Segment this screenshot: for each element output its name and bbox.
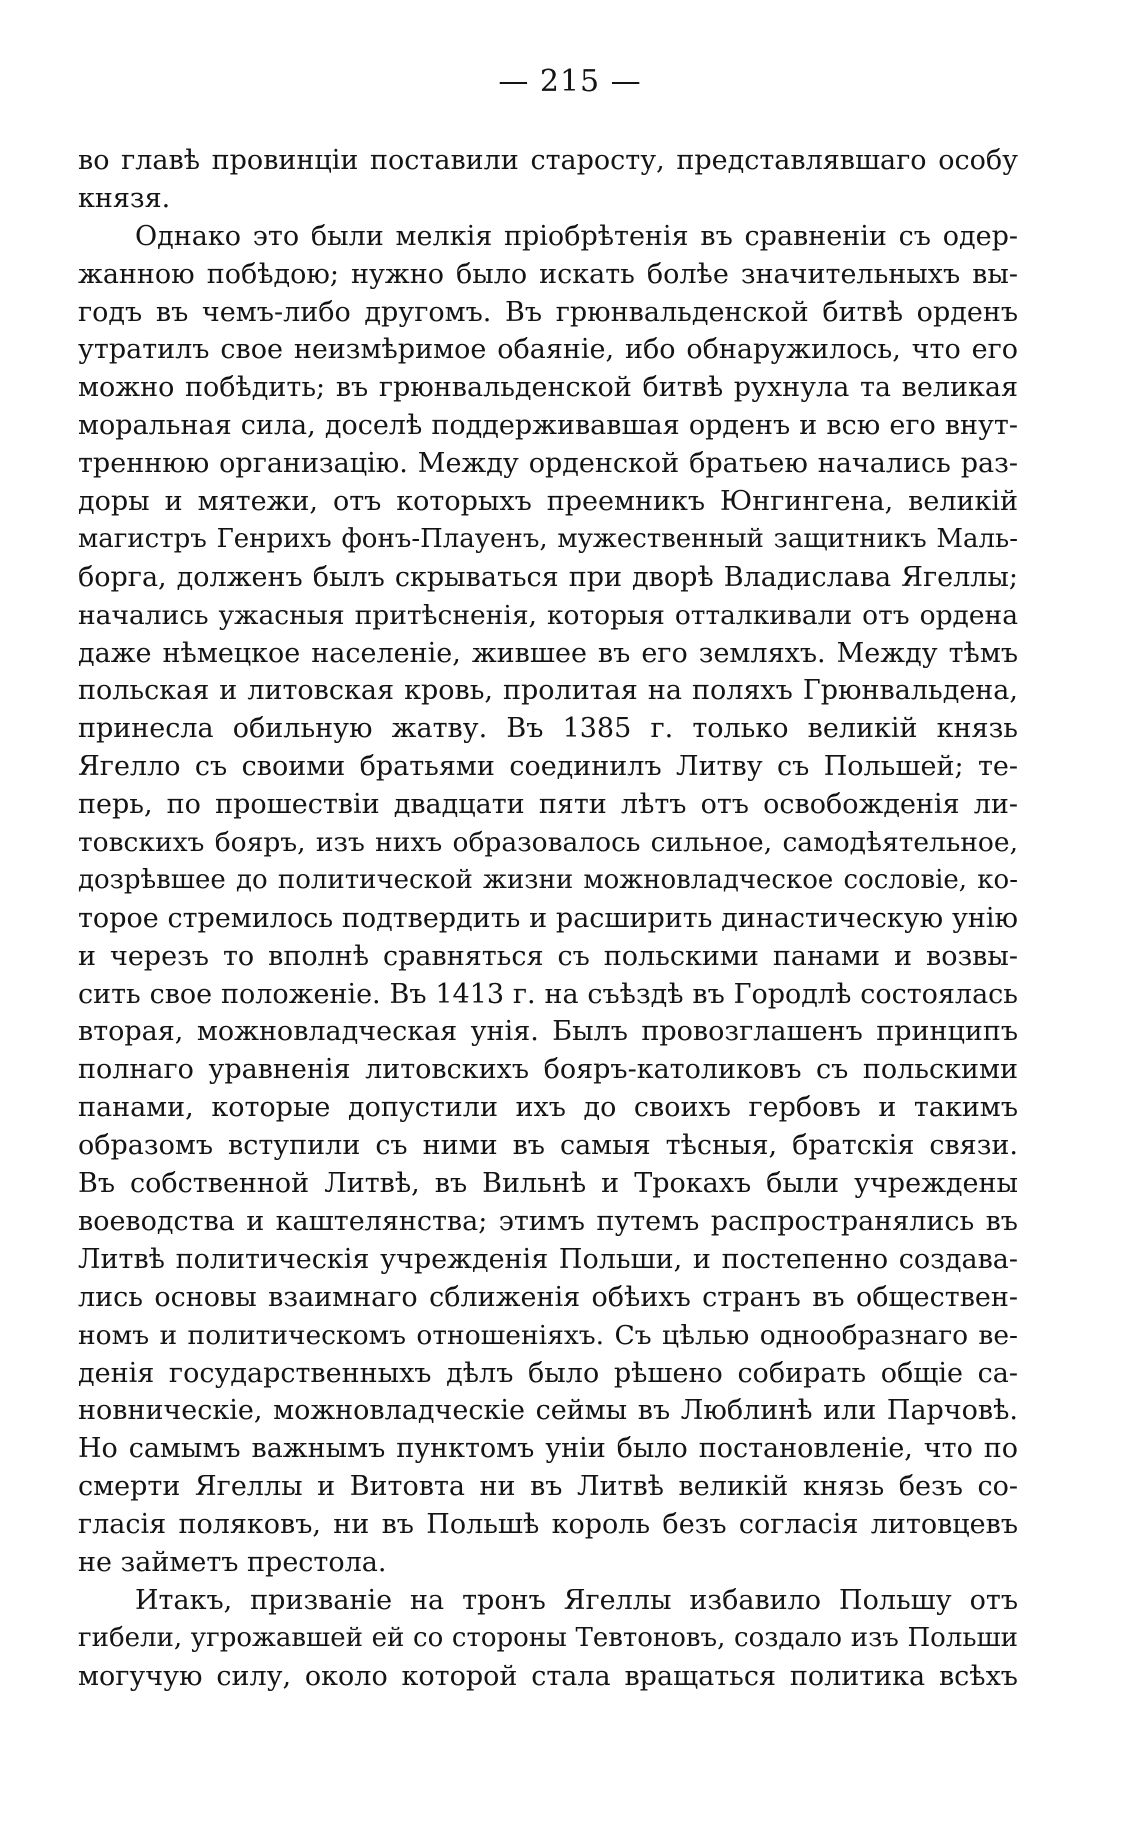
text-line: польская и литовская кровь, пролитая на поляхъ Грюнвальдена, bbox=[78, 675, 1018, 707]
text-line: перь, по прошествіи двадцати пяти лѣтъ отъ освобожденія ли- bbox=[78, 789, 1018, 821]
text-line: треннюю организацію. Между орденской братьею начались раз- bbox=[78, 448, 1018, 480]
text-line: князя. bbox=[78, 182, 171, 214]
text-line: Литвѣ политическія учрежденія Польши, и постепенно создава- bbox=[78, 1243, 1018, 1275]
text-line: магистръ Генрихъ фонъ-Плауенъ, мужественный защитникъ Маль- bbox=[78, 523, 1018, 554]
text-line: панами, которые допустили ихъ до своихъ гербовъ и такимъ bbox=[78, 1092, 1018, 1124]
text-line: воеводства и каштелянства; этимъ путемъ распространялись въ bbox=[78, 1205, 1018, 1237]
text-line: Въ собственной Литвѣ, въ Вильнѣ и Трокахъ были учреждены bbox=[78, 1168, 1018, 1200]
text-line: вторая, можновладческая унія. Былъ провозглашенъ принципъ bbox=[78, 1016, 1018, 1048]
text-line: гласія поляковъ, ни въ Польшѣ король безъ согласія литовцевъ bbox=[78, 1509, 1018, 1541]
text-line: жанною побѣдою; нужно было искать болѣе значительныхъ вы- bbox=[78, 258, 1018, 290]
text-line: можно побѣдить; въ грюнвальденской битвѣ рухнула та великая bbox=[78, 372, 1018, 404]
text-line: Ягелло съ своими братьями соединилъ Литву съ Польшей; те- bbox=[78, 751, 1018, 783]
text-line: Однако это были мелкія пріобрѣтенія въ сравненіи съ одер- bbox=[135, 220, 1018, 252]
text-line: и черезъ то вполнѣ сравняться съ польскими панами и возвы- bbox=[78, 940, 1018, 972]
text-line: полнаго уравненія литовскихъ бояръ-католиковъ съ польскими bbox=[78, 1054, 1018, 1086]
text-line: гибели, угрожавшей ей со стороны Тевтоновъ, создало изъ Польши bbox=[78, 1622, 1018, 1653]
text-line: утратилъ свое неизмѣримое обаяніе, ибо обнаружилось, что его bbox=[78, 334, 1018, 366]
text-line: номъ и политическомъ отношеніяхъ. Съ цѣлью однообразнаго ве- bbox=[78, 1319, 1018, 1351]
body-text bbox=[78, 142, 1018, 1696]
text-line: дозрѣвшее до политической жизни можновладческое сословіе, ко- bbox=[78, 864, 1018, 895]
text-line: смерти Ягеллы и Витовта ни въ Литвѣ великій князь безъ со- bbox=[78, 1471, 1018, 1503]
text-line: моральная сила, доселѣ поддерживавшая орденъ и всю его внут- bbox=[78, 410, 1018, 442]
text-line: могучую силу, около которой стала вращаться политика всѣхъ bbox=[78, 1660, 1018, 1692]
page-number: — 215 — bbox=[498, 64, 642, 99]
text-line: во главѣ провинціи поставили старосту, представлявшаго особу bbox=[78, 145, 1018, 176]
text-line: принесла обильную жатву. Въ 1385 г. только великій князь bbox=[78, 713, 1018, 745]
text-line: денія государственныхъ дѣлъ было рѣшено собирать общіе са- bbox=[78, 1357, 1018, 1389]
text-line: новническіе, можновладческіе сеймы въ Люблинѣ или Парчовѣ. bbox=[78, 1395, 1018, 1427]
text-line: образомъ вступили съ ними въ самыя тѣсныя, братскія связи. bbox=[78, 1130, 1018, 1162]
text-line: товскихъ бояръ, изъ нихъ образовалось сильное, самодѣятельное, bbox=[78, 827, 1018, 859]
text-line: доры и мятежи, отъ которыхъ преемникъ Юнгингена, великій bbox=[78, 486, 1018, 518]
text-line: Итакъ, призваніе на тронъ Ягеллы избавило Польшу отъ bbox=[135, 1584, 1018, 1616]
text-line: годъ въ чемъ-либо другомъ. Въ грюнвальденской битвѣ орденъ bbox=[78, 296, 1018, 328]
text-line: даже нѣмецкое населеніе, жившее въ его земляхъ. Между тѣмъ bbox=[78, 637, 1018, 669]
text-line: лись основы взаимнаго сближенія обѣихъ странъ въ обществен- bbox=[78, 1281, 1018, 1313]
text-line: торое стремилось подтвердить и расширить династическую унію bbox=[78, 902, 1018, 934]
text-line: Но самымъ важнымъ пунктомъ уніи было постановленіе, что по bbox=[78, 1433, 1018, 1465]
text-line: сить свое положеніе. Въ 1413 г. на съѣздѣ въ Городлѣ состоялась bbox=[78, 978, 1018, 1010]
text-line: борга, долженъ былъ скрываться при дворѣ Владислава Ягеллы; bbox=[78, 561, 1018, 593]
text-line: не займетъ престола. bbox=[78, 1546, 387, 1578]
text-line: начались ужасныя притѣсненія, которыя отталкивали отъ ордена bbox=[78, 599, 1018, 631]
